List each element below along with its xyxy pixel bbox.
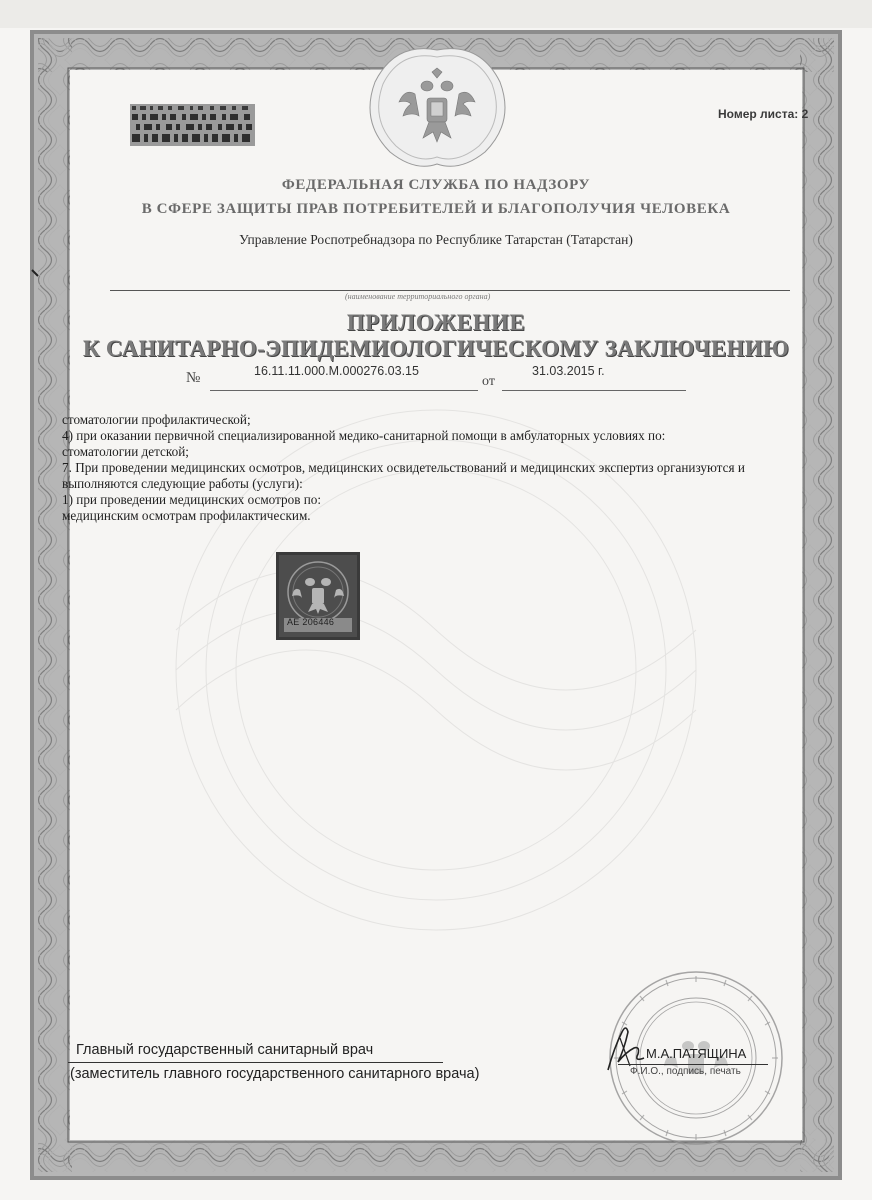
body-line: стоматологии детской; bbox=[62, 444, 189, 459]
signatory-position-underline bbox=[68, 1062, 443, 1063]
stray-mark bbox=[30, 268, 40, 278]
signatory-name-underline bbox=[618, 1064, 768, 1065]
agency-name-line1: ФЕДЕРАЛЬНАЯ СЛУЖБА ПО НАДЗОРУ bbox=[281, 177, 591, 193]
authority-caption: (наименование территориального органа) bbox=[345, 292, 491, 301]
signatory-name: М.А.ПАТЯЩИНА bbox=[646, 1046, 747, 1061]
body-line: 4) при оказании первичной специализированной медико-санитарной помощи в амбулаторных условиях по: bbox=[62, 428, 666, 443]
territorial-authority: Управление Роспотребнадзора по Республике Татарстан (Татарстан) bbox=[239, 232, 633, 247]
hologram-code: АЕ 206446 bbox=[287, 617, 335, 627]
agency-name-line2: В СФЕРЕ ЗАЩИТЫ ПРАВ ПОТРЕБИТЕЛЕЙ И БЛАГОПОЛУЧИЯ ЧЕЛОВЕКА bbox=[141, 201, 731, 217]
barcode-icon bbox=[130, 104, 255, 146]
sheet-number: Номер листа: 2 bbox=[718, 107, 809, 121]
conclusion-date-label: от bbox=[482, 374, 495, 389]
signatory-position: Главный государственный санитарный врач bbox=[76, 1042, 374, 1058]
body-line: стоматологии профилактической; bbox=[62, 412, 251, 427]
body-line: выполняются следующие работы (услуги): bbox=[62, 476, 303, 491]
document-subtitle: К САНИТАРНО-ЭПИДЕМИОЛОГИЧЕСКОМУ ЗАКЛЮЧЕНИЮ bbox=[82, 336, 790, 361]
authority-underline bbox=[110, 290, 790, 291]
signatory-caption: Ф.И.О., подпись, печать bbox=[630, 1066, 741, 1077]
scan-edge bbox=[0, 0, 872, 28]
conclusion-date: 31.03.2015 г. bbox=[532, 364, 605, 378]
conclusion-number-label: № bbox=[186, 370, 201, 386]
conclusion-date-underline bbox=[502, 390, 686, 391]
body-line: 7. При проведении медицинских осмотров, медицинских освидетельствований и медицинских экспертиз организуются и bbox=[62, 460, 745, 475]
double-headed-eagle-emblem-icon bbox=[365, 42, 510, 172]
body-line: 1) при проведении медицинских осмотров по: bbox=[62, 492, 322, 507]
document-title: ПРИЛОЖЕНИЕ bbox=[346, 310, 526, 335]
body-text bbox=[62, 412, 812, 524]
body-line: медицинским осмотрам профилактическим. bbox=[62, 508, 311, 523]
signatory-position-deputy: (заместитель главного государственного санитарного врача) bbox=[70, 1066, 480, 1082]
conclusion-number: 16.11.11.000.М.000276.03.15 bbox=[254, 364, 419, 378]
conclusion-number-underline bbox=[210, 390, 478, 391]
